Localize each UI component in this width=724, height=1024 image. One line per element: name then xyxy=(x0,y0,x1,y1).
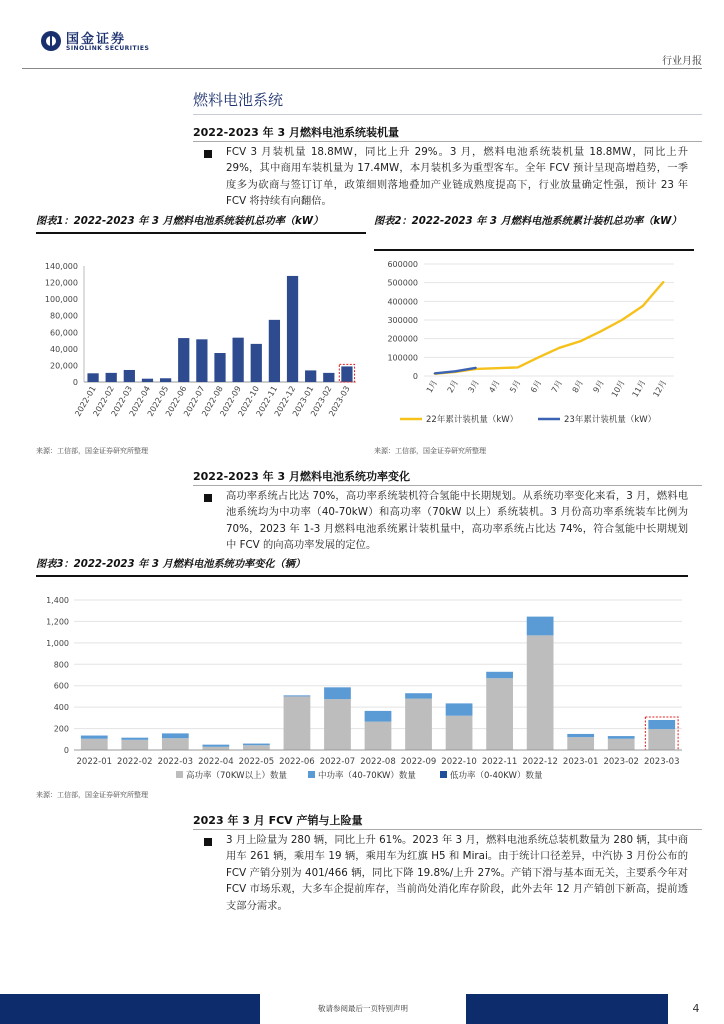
x-tick-label: 2022-12 xyxy=(522,757,558,767)
bar-segment xyxy=(243,744,270,746)
y-tick-label: 500000 xyxy=(387,278,418,288)
x-tick-label: 2022-04 xyxy=(127,384,153,418)
y-tick-label: 0 xyxy=(412,372,418,381)
x-tick-label: 8月 xyxy=(570,378,585,395)
bullet-icon xyxy=(204,838,212,846)
bar-segment xyxy=(121,738,148,740)
header-divider xyxy=(22,68,702,69)
x-tick-label: 2022-09 xyxy=(218,384,243,418)
x-tick-label: 2月 xyxy=(445,378,460,395)
subsection-2-paragraph: 高功率系统占比达 70%，高功率系统装机符合氢能中长期规划。从系统功率变化来看，3 月，燃料电池系统均为中功率（40-70kW）和高功率（70kW 以上）系统装机。3 月份高功率系统装车比例为 70%，2023 年 1-3 月燃料电池系统累计装机量中，高功率系统占比达 74%，符合氢能中长期规划中 FCV 的向高功率发展的定位。 xyxy=(226,490,688,552)
bar-segment xyxy=(446,703,473,715)
figure-1-caption: 图表1：2022-2023 年 3 月燃料电池系统装机总功率（kW） xyxy=(36,216,324,227)
figure-3-source: 来源：工信部，国金证券研究所整理 xyxy=(36,791,148,799)
bar-segment xyxy=(648,720,675,729)
x-tick-label: 2022-05 xyxy=(238,757,275,767)
y-tick-label: 1,400 xyxy=(46,596,69,605)
data-point xyxy=(621,319,623,321)
logo-icon xyxy=(40,30,62,52)
x-tick-label: 2022-06 xyxy=(163,384,189,418)
y-tick-label: 600 xyxy=(53,681,69,691)
x-tick-label: 2023-02 xyxy=(603,757,639,767)
x-tick-label: 2022-01 xyxy=(73,384,98,418)
x-tick-label: 2022-06 xyxy=(279,757,315,767)
bar-segment xyxy=(486,678,513,750)
report-type-label: 行业月报 xyxy=(662,56,702,67)
x-tick-label: 2022-02 xyxy=(91,384,116,418)
data-point xyxy=(496,367,498,369)
bar-segment xyxy=(446,716,473,750)
bar-segment xyxy=(405,693,432,698)
bullet-icon xyxy=(204,150,212,158)
legend-swatch xyxy=(176,771,183,778)
figure-3-caption: 图表3：2022-2023 年 3 月燃料电池系统功率变化（辆） xyxy=(36,559,306,570)
footer-disclaimer[interactable]: 敬请参阅最后一页特别声明 xyxy=(260,994,466,1024)
data-point xyxy=(663,281,665,283)
x-tick-label: 2022-10 xyxy=(441,757,477,767)
bar xyxy=(142,379,153,382)
bar-segment xyxy=(365,711,392,722)
subsection-3-rule xyxy=(193,829,702,830)
legend-label: 高功率（70KW以上）数量 xyxy=(186,771,287,781)
y-tick-label: 400000 xyxy=(387,297,418,307)
y-tick-label: 100,000 xyxy=(44,295,78,305)
y-tick-label: 80,000 xyxy=(50,311,78,321)
y-tick-label: 120,000 xyxy=(44,278,78,288)
bar-segment xyxy=(324,699,351,750)
x-tick-label: 11月 xyxy=(630,378,648,399)
data-point xyxy=(559,347,561,349)
x-tick-label: 10月 xyxy=(609,378,627,399)
y-tick-label: 600000 xyxy=(387,260,418,269)
bar-segment xyxy=(365,722,392,750)
x-tick-label: 2022-01 xyxy=(76,757,113,767)
y-tick-label: 140,000 xyxy=(44,262,78,271)
legend-label: 低功率（0-40KW）数量 xyxy=(450,771,543,781)
bar xyxy=(124,370,135,382)
figure-3-rule xyxy=(36,575,688,577)
chart-3-stacked-bar xyxy=(36,586,688,784)
figure-1-rule xyxy=(36,232,366,234)
y-tick-label: 20,000 xyxy=(50,361,78,371)
x-tick-label: 1月 xyxy=(424,378,440,395)
x-tick-label: 2023-03 xyxy=(327,384,352,418)
x-tick-label: 2022-02 xyxy=(117,757,153,767)
bar xyxy=(323,373,334,382)
subsection-2-title: 2022-2023 年 3 月燃料电池系统功率变化 xyxy=(193,470,410,483)
chart-1-bar xyxy=(36,258,366,440)
y-tick-label: 0 xyxy=(72,378,78,387)
bar-segment xyxy=(567,734,594,737)
logo-text-en: SINOLINK SECURITIES xyxy=(66,45,150,52)
bar xyxy=(87,373,98,382)
bar xyxy=(160,378,171,382)
data-point xyxy=(642,305,644,307)
bar xyxy=(269,320,280,382)
bar-segment xyxy=(162,733,189,738)
x-tick-label: 2022-03 xyxy=(157,757,194,767)
bar-segment xyxy=(486,672,513,678)
legend-label: 22年累计装机量（kW） xyxy=(426,415,519,425)
legend-label: 中功率（40-70KW）数量 xyxy=(318,771,416,781)
y-tick-label: 1,000 xyxy=(46,638,69,648)
subsection-3-title: 2023 年 3 月 FCV 产销与上险量 xyxy=(193,814,363,827)
subsection-1-title: 2022-2023 年 3 月燃料电池系统装机量 xyxy=(193,126,399,139)
subsection-3-paragraph: 3 月上险量为 280 辆，同比上升 61%。2023 年 3 月，燃料电池系统总装机数量为 280 辆，其中商用车 261 辆，乘用车 19 辆，乘用车为红旗 H5 和 Mirai。由于统计口径差异，中汽协 3 月份公布的 FCV 产销分别为 401/466 辆，同比下降 19.8%/上升 27%。产销下滑与基本面无关，主要系今年对 FCV 市场乐观，大多车企提前库存，当前尚处消化库存阶段，此外去年 12 月产销创下新高，提前透支部分需求。 xyxy=(226,834,688,912)
x-tick-label: 7月 xyxy=(549,378,565,395)
logo-text-cn: 国金证券 xyxy=(66,32,127,47)
bar-segment xyxy=(284,695,311,696)
y-tick-label: 800 xyxy=(53,660,69,670)
bar-segment xyxy=(648,729,675,750)
y-tick-label: 40,000 xyxy=(50,344,78,354)
legend-label: 23年累计装机量（kW） xyxy=(564,415,657,425)
x-tick-label: 6月 xyxy=(528,378,544,395)
x-tick-label: 2022-07 xyxy=(319,757,356,767)
x-tick-label: 3月 xyxy=(466,378,481,395)
x-tick-label: 2022-12 xyxy=(272,384,298,418)
bar-segment xyxy=(284,696,311,750)
bar-segment xyxy=(202,745,229,747)
figure-2-rule xyxy=(374,249,694,251)
bar-segment xyxy=(324,687,351,699)
bar xyxy=(287,276,298,382)
series-line xyxy=(434,282,663,374)
y-tick-label: 400 xyxy=(53,703,69,713)
figure-1-source: 来源：工信部，国金证券研究所整理 xyxy=(36,447,148,455)
legend-swatch xyxy=(308,771,315,778)
x-tick-label: 2022-08 xyxy=(360,757,396,767)
subsection-1-rule xyxy=(193,141,702,142)
x-tick-label: 5月 xyxy=(508,378,523,395)
x-tick-label: 4月 xyxy=(487,378,502,395)
bar-segment xyxy=(243,745,270,750)
x-tick-label: 2023-03 xyxy=(643,757,680,767)
x-tick-label: 9月 xyxy=(591,378,606,395)
data-point xyxy=(538,357,540,359)
bar xyxy=(214,353,225,382)
figure-2-source: 来源：工信部，国金证券研究所整理 xyxy=(374,447,486,455)
bullet-icon xyxy=(204,494,212,502)
bar-segment xyxy=(608,736,635,739)
x-tick-label: 2023-01 xyxy=(562,757,599,767)
subsection-1-paragraph: FCV 3 月装机量 18.8MW，同比上升 29%。3 月，燃料电池系统装机量 18.8MW，同比上升 29%，其中商用车装机量为 17.4MW，本月装机多为重型客车。全年 FCV 预计呈现高增趋势，一季度多为砍商与签订订单，政策细则落地叠加产业链成熟度提高下，行业放量确定性强，预计 23 年 FCV 将持续有向翻倍。 xyxy=(226,146,688,208)
y-tick-label: 200000 xyxy=(387,334,418,344)
data-point xyxy=(579,340,581,342)
subsection-2-rule xyxy=(193,485,702,486)
x-tick-label: 2022-09 xyxy=(400,757,437,767)
bar-segment xyxy=(608,739,635,750)
bar xyxy=(196,339,207,382)
x-tick-label: 2022-10 xyxy=(236,384,261,418)
x-tick-label: 2023-01 xyxy=(290,384,316,418)
page-number: 4 xyxy=(668,994,724,1024)
bar-segment xyxy=(405,699,432,750)
chart-2-line xyxy=(374,256,694,432)
y-tick-label: 300000 xyxy=(387,316,418,325)
data-point xyxy=(434,373,436,375)
y-tick-label: 60,000 xyxy=(50,328,78,338)
bar-segment xyxy=(121,740,148,750)
x-tick-label: 2022-03 xyxy=(109,384,135,418)
bar-segment xyxy=(527,635,554,750)
x-tick-label: 2022-11 xyxy=(254,384,280,418)
x-tick-label: 2022-07 xyxy=(182,384,207,418)
bar-segment xyxy=(567,737,594,750)
bar xyxy=(106,373,117,382)
x-tick-label: 12月 xyxy=(651,378,669,399)
data-point xyxy=(517,367,519,369)
y-tick-label: 200 xyxy=(53,724,69,734)
y-tick-label: 0 xyxy=(63,746,69,755)
section-title: 燃料电池系统 xyxy=(193,91,284,109)
x-tick-label: 2023-02 xyxy=(309,384,334,418)
bar xyxy=(233,338,244,382)
data-point xyxy=(454,371,456,373)
bar-segment xyxy=(527,617,554,636)
bar-segment xyxy=(81,736,108,739)
bar-segment xyxy=(162,738,189,750)
data-point xyxy=(600,330,602,332)
bar xyxy=(341,366,352,382)
section-divider xyxy=(193,114,702,115)
x-tick-label: 2022-08 xyxy=(200,384,225,418)
y-tick-label: 1,200 xyxy=(46,617,69,627)
bar xyxy=(178,338,189,382)
legend-swatch xyxy=(440,771,447,778)
figure-2-caption: 图表2：2022-2023 年 3 月燃料电池系统累计装机总功率（kW） xyxy=(374,216,682,227)
data-point xyxy=(475,367,477,369)
x-tick-label: 2022-04 xyxy=(198,757,234,767)
bar xyxy=(251,344,262,382)
x-tick-label: 2022-05 xyxy=(145,384,171,418)
y-tick-label: 100000 xyxy=(387,353,418,363)
bar xyxy=(305,370,316,382)
x-tick-label: 2022-11 xyxy=(481,757,518,767)
bar-segment xyxy=(81,739,108,750)
